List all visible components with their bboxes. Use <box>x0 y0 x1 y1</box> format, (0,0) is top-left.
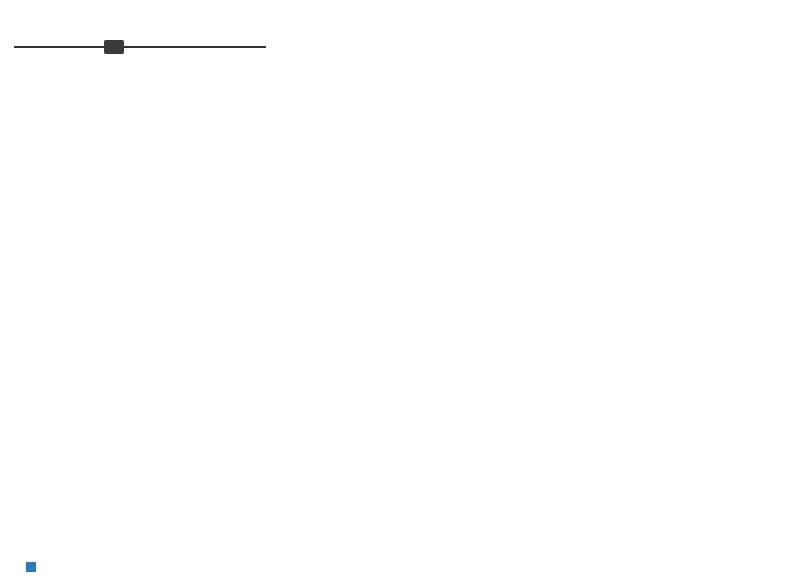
page-footer <box>0 560 800 578</box>
column-left <box>14 22 266 64</box>
footer-marker-icon <box>26 562 36 572</box>
section-band <box>14 40 266 54</box>
page-header <box>0 0 800 20</box>
band-line <box>14 46 266 48</box>
band-label <box>104 40 124 54</box>
